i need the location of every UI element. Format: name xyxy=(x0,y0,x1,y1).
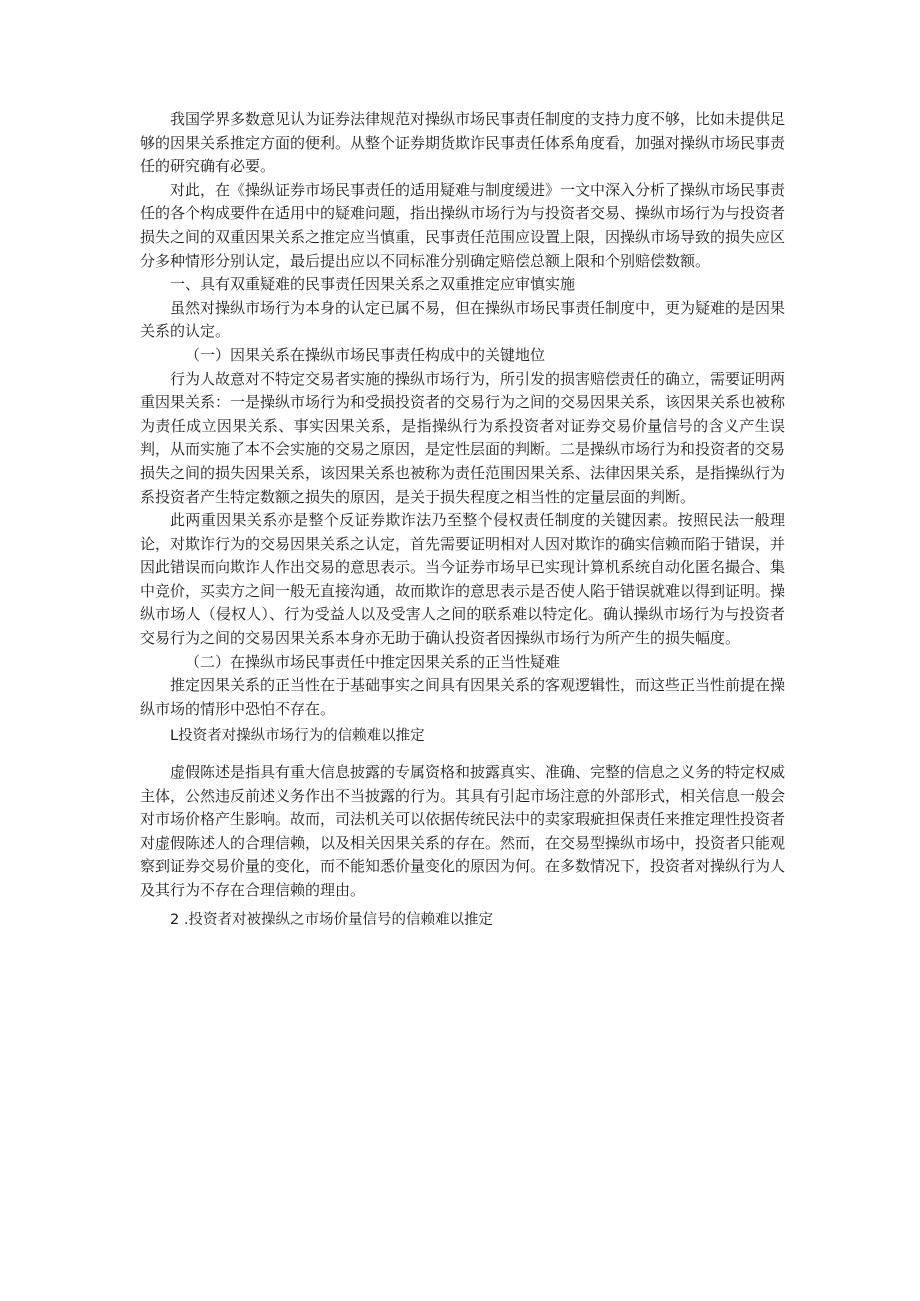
document-body xyxy=(140,108,785,932)
paragraph-false-statement: 虚假陈述是指具有重大信息披露的专属资格和披露真实、准确、完整的信息之义务的特定权威主体，公然违反前述义务作出不当披露的行为。其具有引起市场注意的外部形式，相关信息一般会对市场价格产生影响。故而，司法机关可以依据传统民法中的卖家瑕疵担保责任来推定理性投资者对虚假陈述人的合理信赖，以及相关因果关系的存在。然而，在交易型操纵市场中，投资者只能观察到证券交易价量的变化，而不能知悉价量变化的原因为何。在多数情况下，投资者对操纵行为人及其行为不存在合理信赖的理由。 xyxy=(140,763,786,899)
paragraph-two-causations: 行为人故意对不特定交易者实施的操纵市场行为，所引发的损害赔偿责任的确立，需要证明两重因果关系：一是操纵市场行为和受损投资者的交易行为之间的交易因果关系，该因果关系也被称为责任成立因果关系、事实因果关系，是指操纵行为系投资者对证券交易价量信号的含义产生误判，从而实施了本不会实施的交易之原因，是定性层面的判断。二是操纵市场行为和投资者的交易损失之间的损失因果关系，该因果关系也被称为责任范围因果关系、法律因果关系，是指操纵行为系投资者产生特定数额之损失的原因，是关于损失程度之相当性的定量层面的判断。 xyxy=(140,369,786,506)
item-heading-1: L投资者对操纵市场行为的信赖难以推定 xyxy=(170,728,425,745)
subsection-heading-2: （二）在操纵市场民事责任中推定因果关系的正当性疑难 xyxy=(185,652,561,671)
item-heading-2: 2 .投资者对被操纵之市场价量信号的信赖难以推定 xyxy=(170,911,493,928)
subsection-heading-1: （一）因果关系在操纵市场民事责任构成中的关键地位 xyxy=(185,345,546,364)
paragraph-key-factor: 此两重因果关系亦是整个反证券欺诈法乃至整个侵权责任制度的关键因素。按照民法一般理论，对欺诈行为的交易因果关系之认定，首先需要证明相对人因对欺诈的确实信赖而陷于错误，并因此错误而向欺诈人作出交易的意思表示。当今证券市场早已实现计算机系统自动化匿名撮合、集中竞价，买卖方之间一般无直接沟通，故而欺诈的意思表示是否使人陷于错误就难以得到证明。操纵市场人（侵权人）、行为受益人以及受害人之间的联系难以特定化。确认操纵市场行为与投资者交易行为之间的交易因果关系本身亦无助于确认投资者因操纵市场行为所产生的损失幅度。 xyxy=(140,511,786,648)
paragraph-summary: 对此，在《操纵证券市场民事责任的适用疑难与制度缓进》一文中深入分析了操纵市场民事责任的各个构成要件在适用中的疑难问题，指出操纵市场行为与投资者交易、操纵市场行为与投资者损失之间的双重因果关系之推定应当慎重，民事责任范围应设置上限，因操纵市场导致的损失应区分多种情形分别认定，最后提出应以不同标准分别确定赔偿总额上限和个别赔偿数额。 xyxy=(140,180,786,270)
paragraph-intro: 我国学界多数意见认为证券法律规范对操纵市场民事责任制度的支持力度不够，比如未提供足够的因果关系推定方面的便利。从整个证券期货欺诈民事责任体系角度看，加强对操纵市场民事责任的研究确有必要。 xyxy=(140,110,786,176)
section-heading-1: 一、具有双重疑难的民事责任因果关系之双重推定应审慎实施 xyxy=(170,275,576,294)
paragraph-legitimacy: 推定因果关系的正当性在于基础事实之间具有因果关系的客观逻辑性，而这些正当性前提在操纵市场的情形中恐怕不存在。 xyxy=(140,676,786,718)
paragraph-causation-difficulty: 虽然对操纵市场行为本身的认定已属不易，但在操纵市场民事责任制度中，更为疑难的是因果关系的认定。 xyxy=(140,298,786,341)
